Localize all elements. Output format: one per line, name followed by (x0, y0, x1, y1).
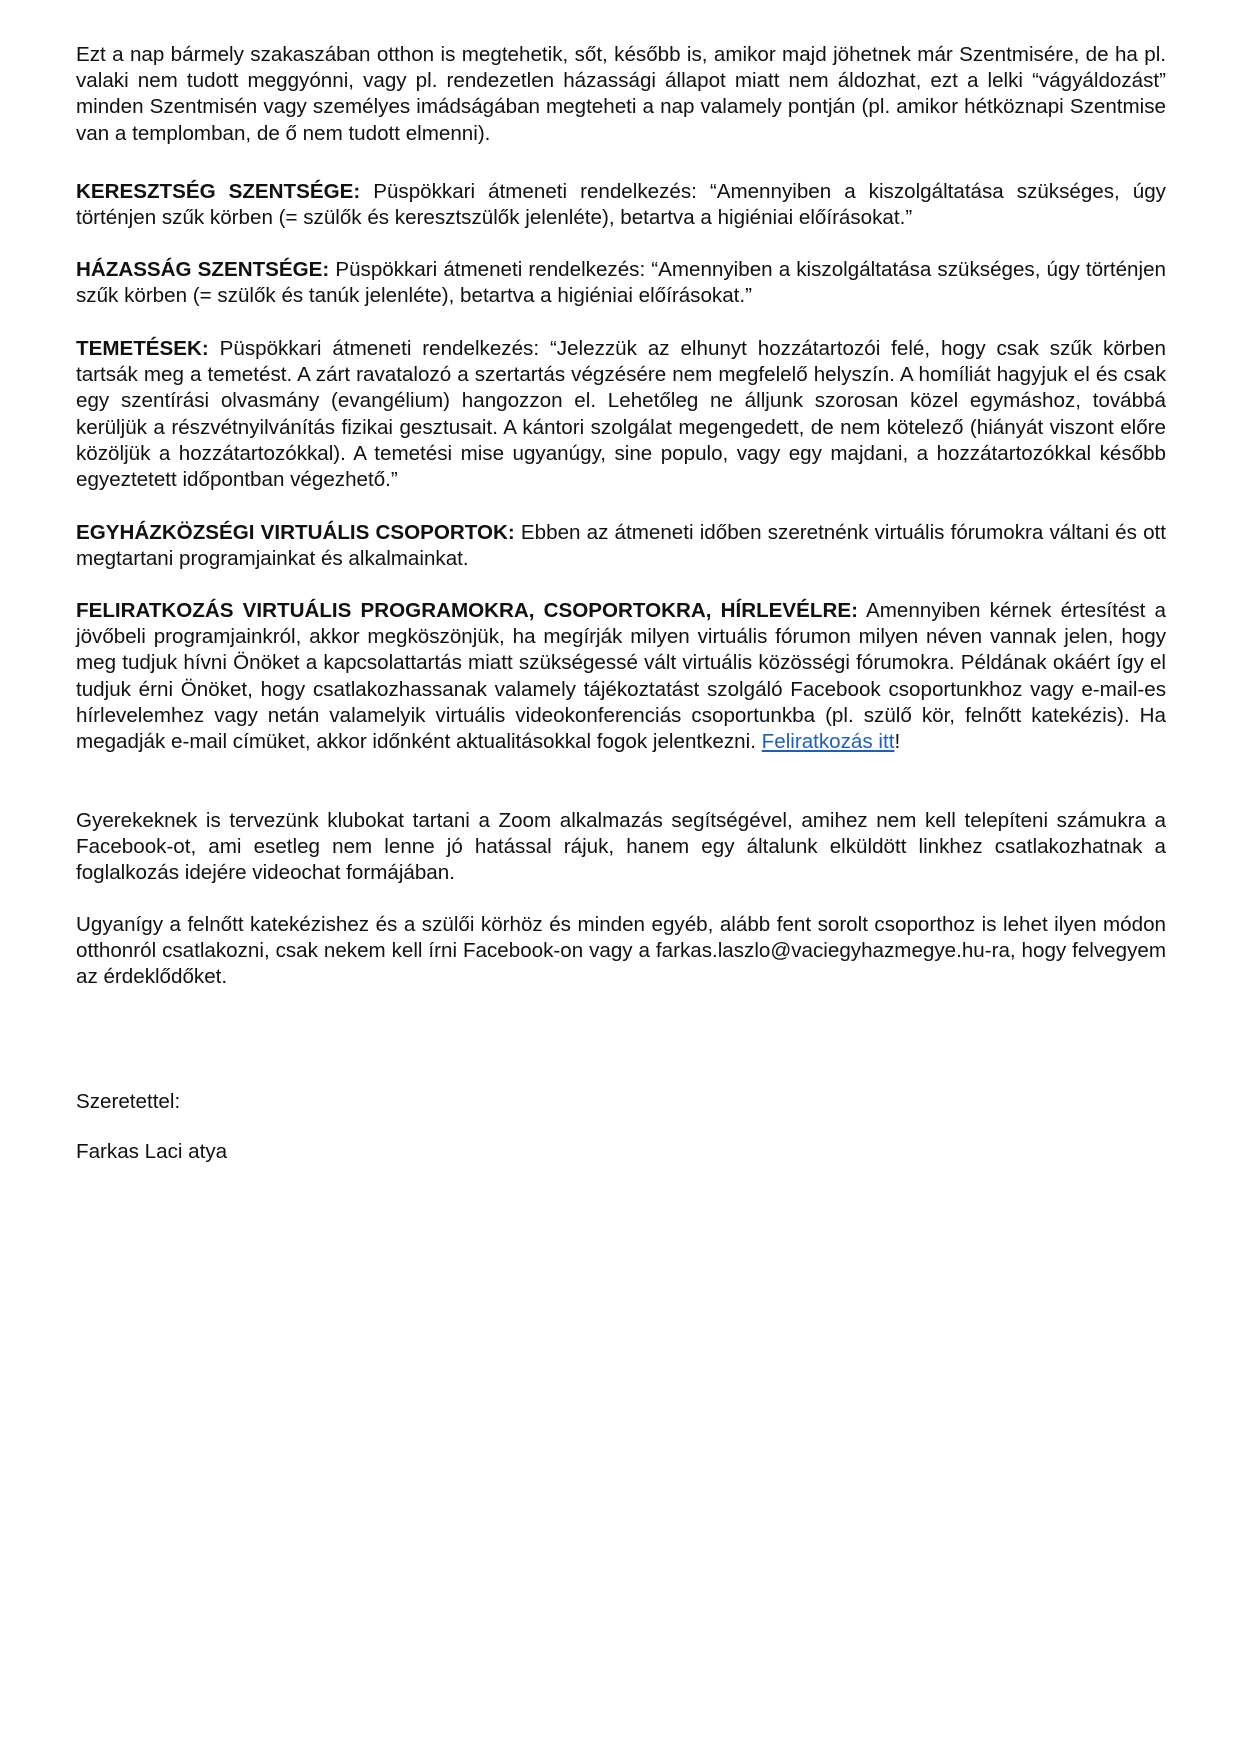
intro-paragraph (76, 42, 1166, 147)
temetesek-paragraph (76, 336, 1166, 493)
closing-greeting: Szeretettel: (76, 1090, 181, 1113)
gyerekek-paragraph (76, 808, 1166, 887)
csoportok-paragraph (76, 520, 1166, 572)
keresztseg-paragraph (76, 179, 1166, 231)
temetesek-text: Püspökkari átmeneti rendelkezés: “Jelezzük az elhunyt hozzátartozói felé, hogy csak szűk körben tartsák meg a temetést. A zárt ravatalozó a szertartás végzésére nem megfelelő helyszín. A homíliát hagyjuk el és csak egy szentírási olvasmány (evangélium) hangozzon el. Lehetőleg ne álljunk szorosan közel egymáshoz, továbbá kerüljük a részvétnyilvánítás fizikai gesztusait. A kántori szolgálat megengedett, de nem kötelező (hiányát viszont előre közöljük a hozzátartozókkal). A temetési mise ugyanúgy, sine populo, vagy egy majdani, a hozzátartozókkal később egyeztetett időpontban végezhető.” (76, 337, 1166, 492)
subscribe-link[interactable]: Feliratkozás itt (761, 730, 895, 754)
hazassag-text: Püspökkari átmeneti rendelkezés: “Amennyiben a kiszolgáltatása szükséges, úgy történjen szűk körben (= szülők és tanúk jelenléte), betartva a higiéniai előírásokat.” (76, 258, 1166, 308)
keresztseg-text: Püspökkari átmeneti rendelkezés: “Amennyiben a kiszolgáltatása szükséges, úgy történjen szűk körben (= szülők és keresztszülők jelenléte), betartva a higiéniai előírásokat.” (76, 180, 1166, 230)
temetesek-heading: TEMETÉSEK: (76, 337, 209, 360)
hazassag-paragraph (76, 257, 1166, 309)
felnott-text: Ugyanígy a felnőtt katekézishez és a szülői körhöz és minden egyéb, alább fent sorolt csoporthoz is lehet ilyen módon otthonról csatlakozni, csak nekem kell írni Facebook-on vagy a farkas.laszlo@vaciegyhazmegye.hu-ra, hogy felvegyem az érdeklődőket. (76, 913, 1166, 989)
csoportok-heading: EGYHÁZKÖZSÉGI VIRTUÁLIS CSOPORTOK: (76, 521, 515, 544)
hazassag-heading: HÁZASSÁG SZENTSÉGE: (76, 258, 330, 281)
gyerekek-text: Gyerekeknek is tervezünk klubokat tartani a Zoom alkalmazás segítségével, amihez nem kell telepíteni számukra a Facebook-ot, ami esetleg nem lenne jó hatással rájuk, hanem egy általunk elküldött linkhez csatlakozhatnak a foglalkozás idejére videochat formájában. (76, 809, 1166, 885)
intro-text: Ezt a nap bármely szakaszában otthon is megtehetik, sőt, később is, amikor majd jöhetnek már Szentmisére, de ha pl. valaki nem tudott meggyónni, vagy pl. rendezetlen házassági állapot miatt nem áldozhat, ezt a lelki “vágyáldozást” minden Szentmisén vagy személyes imádságában megteheti a nap valamely pontján (pl. amikor hétköznapi Szentmise van a templomban, de ő nem tudott elmenni). (76, 43, 1166, 145)
closing-signature: Farkas Laci atya (76, 1140, 228, 1163)
feliratkozas-heading: FELIRATKOZÁS VIRTUÁLIS PROGRAMOKRA, CSOPORTOKRA, HÍRLEVÉLRE: (76, 599, 858, 622)
keresztseg-heading: KERESZTSÉG SZENTSÉGE: (76, 180, 361, 203)
feliratkozas-paragraph (76, 598, 1166, 755)
feliratkozas-exclamation: ! (894, 730, 901, 754)
feliratkozas-text: Amennyiben kérnek értesítést a jövőbeli programjainkról, akkor megköszönjük, ha megírják milyen virtuális fórumon milyen néven vannak jelen, hogy meg tudjuk hívni Önöket a kapcsolattartás miatt szükségessé vált virtuális közösségi fórumokra. Példának okáért így el tudjuk érni Önöket, hogy csatlakozhassanak valamely tájékoztatást szolgáló Facebook csoportunkhoz vagy e-mail-es hírlevelemhez vagy netán valamelyik virtuális videokonferenciás csoportunkba (pl. szülő kör, felnőtt katekézis). Ha megadják e-mail címüket, akkor időnként aktualitásokkal fogok jelentkezni. (76, 599, 1166, 754)
felnott-paragraph (76, 912, 1166, 991)
csoportok-text: Ebben az átmeneti időben szeretnénk virtuális fórumokra váltani és ott megtartani programjainkat és alkalmainkat. (76, 521, 1167, 571)
